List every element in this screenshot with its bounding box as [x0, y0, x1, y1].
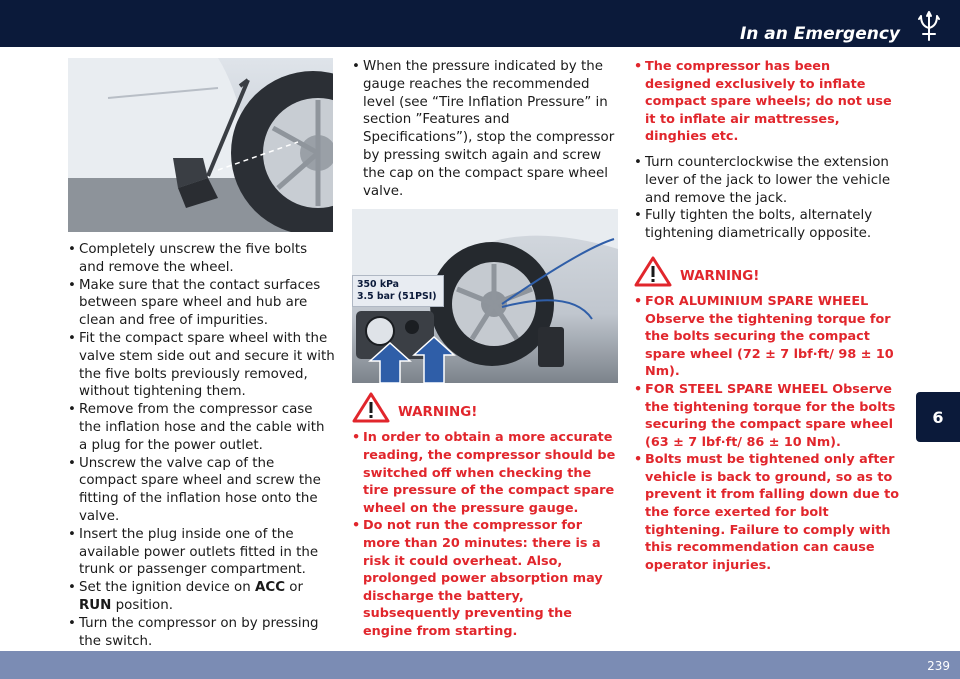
jack-wheel-illustration	[68, 58, 333, 232]
warning-item: • Do not run the compressor for more than 20 minutes: there is a risk it could overheat. Also, prolonged power absorption may discharge the battery, subsequently preventing the engine from starting.	[352, 517, 618, 640]
warning-list-middle	[352, 429, 618, 640]
list-item: • When the pressure indicated by the gauge reaches the recommended level (see “Tire Inflation Pressure” in section ”Features and Specifications”), stop the compressor by pressing switch again and screw the cap on the compact spare wheel valve.	[352, 58, 618, 200]
warning-header	[634, 255, 900, 289]
ignition-or: or	[285, 580, 303, 596]
column-right	[634, 58, 900, 574]
section-title: In an Emergency	[739, 24, 900, 44]
procedure-list-left	[68, 241, 336, 650]
column-left	[68, 58, 336, 650]
list-item-ignition	[68, 579, 336, 615]
warning-item: • FOR ALUMINIUM SPARE WHEEL Observe the tightening torque for the bolts securing the compact spare wheel (72 ± 7 lbf·ft/ 98 ± 10 Nm).	[634, 293, 900, 381]
trident-logo-icon	[914, 10, 944, 42]
chapter-tab[interactable]: 6	[916, 392, 960, 442]
list-item: • Fully tighten the bolts, alternately tightening diametrically opposite.	[634, 207, 900, 243]
compressor-note-list	[634, 58, 900, 146]
ignition-prefix: Set the ignition device on	[79, 580, 255, 596]
run-label: RUN	[79, 597, 112, 613]
pressure-kpa: 350 kPa	[357, 279, 400, 291]
list-item: • Make sure that the contact surfaces between spare wheel and hub are clean and free of impurities.	[68, 277, 336, 330]
ignition-suffix: position.	[111, 597, 173, 613]
warning-item: • Bolts must be tightened only after vehicle is back to ground, so as to prevent it from falling down due to the force exerted for bolt tightening. Failure to comply with this recommendation can cause operator injuries.	[634, 451, 900, 574]
procedure-list-right	[634, 154, 900, 243]
pressure-label	[352, 275, 444, 307]
list-item: • Turn counterclockwise the extension lever of the jack to lower the vehicle and remove the jack.	[634, 154, 900, 207]
list-item: • Unscrew the valve cap of the compact spare wheel and screw the fitting of the inflation hose onto the valve.	[68, 455, 336, 526]
jack-wheel-drawing	[68, 58, 333, 232]
list-item: • Fit the compact spare wheel with the valve stem side out and secure it with the five bolts previously removed, without tightening them.	[68, 330, 336, 401]
page-number: 239	[927, 659, 950, 673]
pressure-bar-psi: 3.5 bar (51PSI)	[357, 291, 437, 303]
list-item: • Completely unscrew the five bolts and remove the wheel.	[68, 241, 336, 277]
page-footer	[0, 651, 960, 679]
compressor-illustration	[352, 209, 618, 383]
warning-title: WARNING!	[398, 405, 478, 421]
warning-title: WARNING!	[680, 268, 760, 284]
warning-item: • FOR STEEL SPARE WHEEL Observe the tightening torque for the bolts securing the compact spare wheel (63 ± 7 lbf·ft/ 86 ± 10 Nm).	[634, 381, 900, 451]
list-item: • Remove from the compressor case the inflation hose and the cable with a plug for the power outlet.	[68, 401, 336, 454]
warning-item: • The compressor has been designed exclusively to inflate compact spare wheels; do not use it to inflate air mattresses, dinghies etc.	[634, 58, 900, 146]
page-header	[0, 0, 960, 47]
column-middle	[352, 58, 618, 641]
list-item: • Insert the plug inside one of the available power outlets fitted in the trunk or passenger compartment.	[68, 526, 336, 579]
warning-icon	[634, 255, 672, 287]
warning-list-right	[634, 293, 900, 575]
procedure-list-middle	[352, 58, 618, 200]
list-item: • Turn the compressor on by pressing the switch.	[68, 615, 336, 651]
warning-header	[352, 391, 618, 425]
warning-icon	[352, 391, 390, 423]
warning-item: • In order to obtain a more accurate reading, the compressor should be switched off when checking the tire pressure of the compact spare wheel on the pressure gauge.	[352, 429, 618, 517]
acc-label: ACC	[255, 580, 286, 596]
